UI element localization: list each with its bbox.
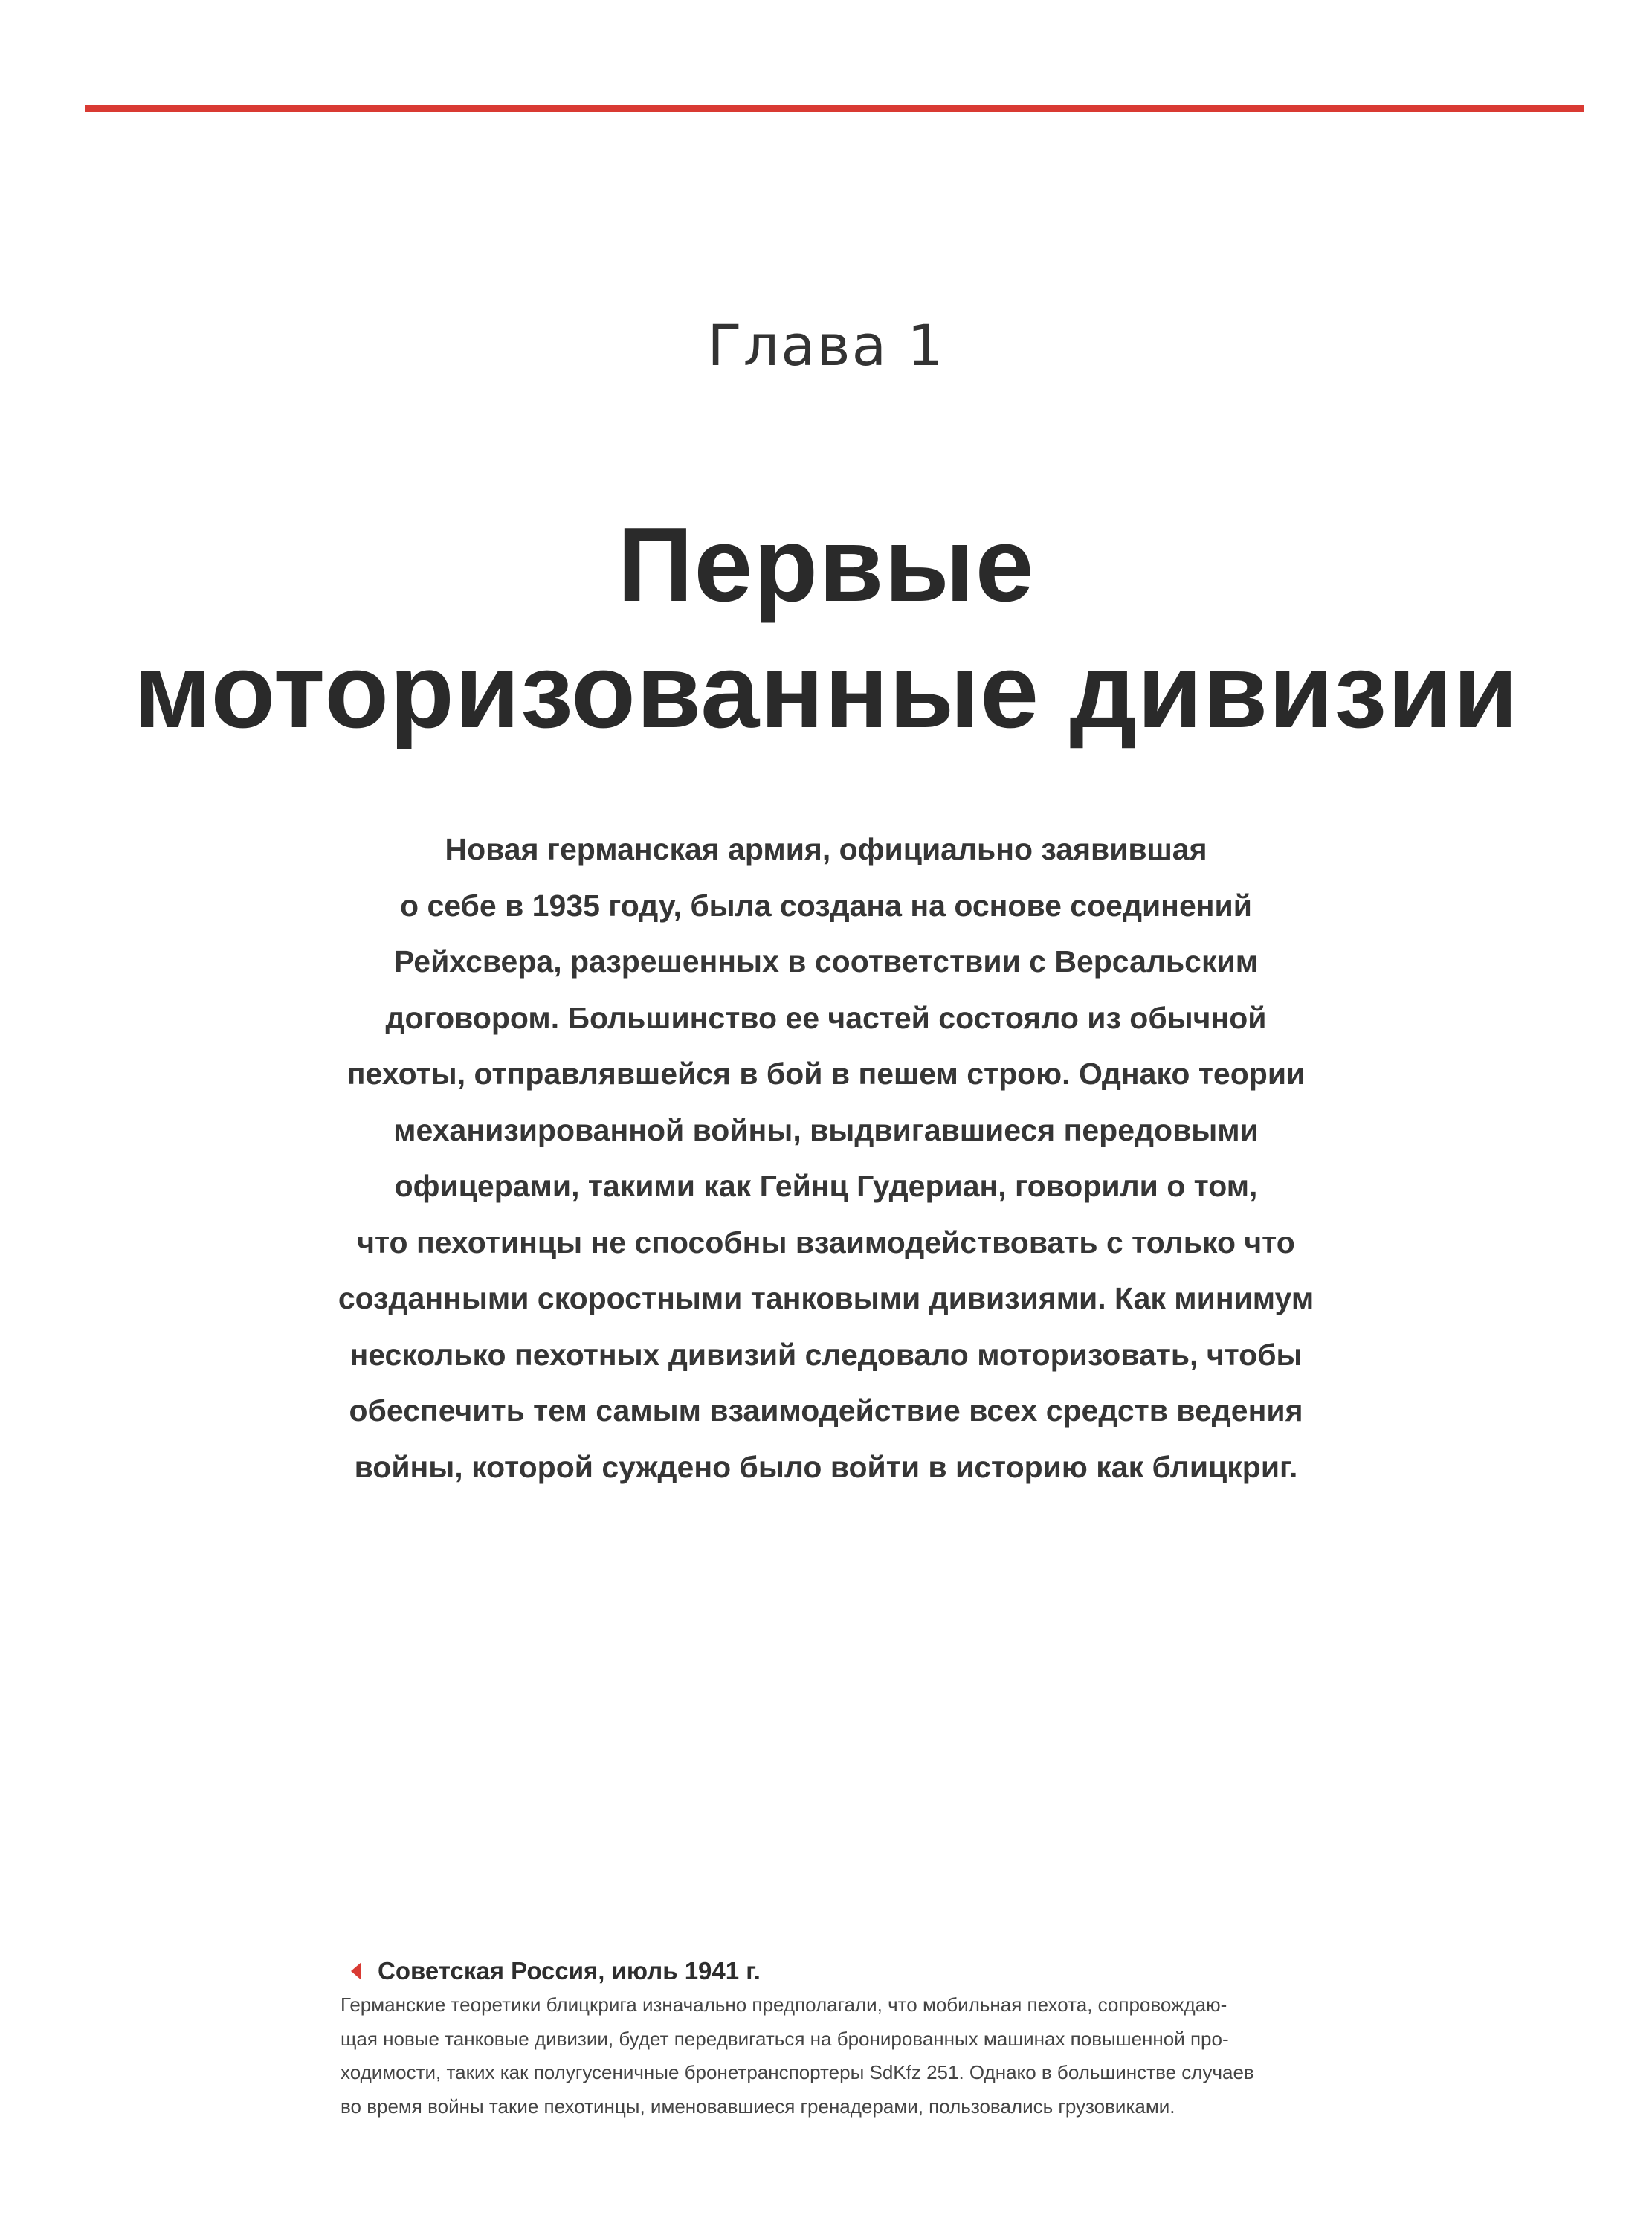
intro-line: пехоты, отправлявшейся в бой в пешем строю. Однако теории xyxy=(346,1057,1306,1091)
chapter-title-line: Первые xyxy=(617,506,1035,624)
chapter-title-line: моторизованные дивизии xyxy=(133,632,1519,750)
intro-line: о себе в 1935 году, была создана на основе соединений xyxy=(400,888,1252,923)
intro-paragraph xyxy=(312,822,1340,1495)
intro-line: созданными скоростными танковыми дивизиями. Как минимум xyxy=(338,1281,1314,1315)
chapter-label: Глава 1 xyxy=(707,312,945,378)
caption-line: ходимости, таких как полугусеничные бронетранспортеры SdKfz 251. Однако в большинстве случаев xyxy=(341,2061,1254,2083)
intro-line: что пехотинцы не способны взаимодействовать с только что xyxy=(357,1225,1295,1260)
top-red-rule xyxy=(85,105,1584,112)
intro-line: Новая германская армия, официально заявившая xyxy=(445,832,1207,866)
intro-line: Рейхсвера, разрешенных в соответствии с Версальским xyxy=(393,944,1259,979)
caption-body xyxy=(341,1988,1338,2124)
photo-caption xyxy=(341,1954,1338,2124)
caption-title: Советская Россия, июль 1941 г. xyxy=(378,1957,761,1985)
chapter-title xyxy=(0,502,1652,755)
intro-line: обеспечить тем самым взаимодействие всех средств ведения xyxy=(349,1393,1303,1428)
intro-line: войны, которой суждено было войти в историю как блицкриг. xyxy=(354,1449,1298,1484)
intro-line: договором. Большинство ее частей состояло из обычной xyxy=(385,1000,1267,1035)
caption-line: во время войны такие пехотинцы, именовавшиеся гренадерами, пользовались грузовиками. xyxy=(341,2095,1175,2118)
intro-line: несколько пехотных дивизий следовало моторизовать, чтобы xyxy=(349,1337,1303,1372)
intro-line: офицерами, такими как Гейнц Гудериан, говорили о том, xyxy=(394,1169,1258,1203)
intro-line: механизированной войны, выдвигавшиеся передовыми xyxy=(393,1112,1259,1147)
caption-heading xyxy=(341,1954,1338,1988)
caret-left-icon xyxy=(351,1962,361,1980)
caption-line: Германские теоретики блицкрига изначально предполагали, что мобильная пехота, сопровождаю- xyxy=(341,1993,1227,2016)
caption-line: щая новые танковые дивизии, будет передвигаться на бронированных машинах повышенной про- xyxy=(341,2027,1229,2050)
